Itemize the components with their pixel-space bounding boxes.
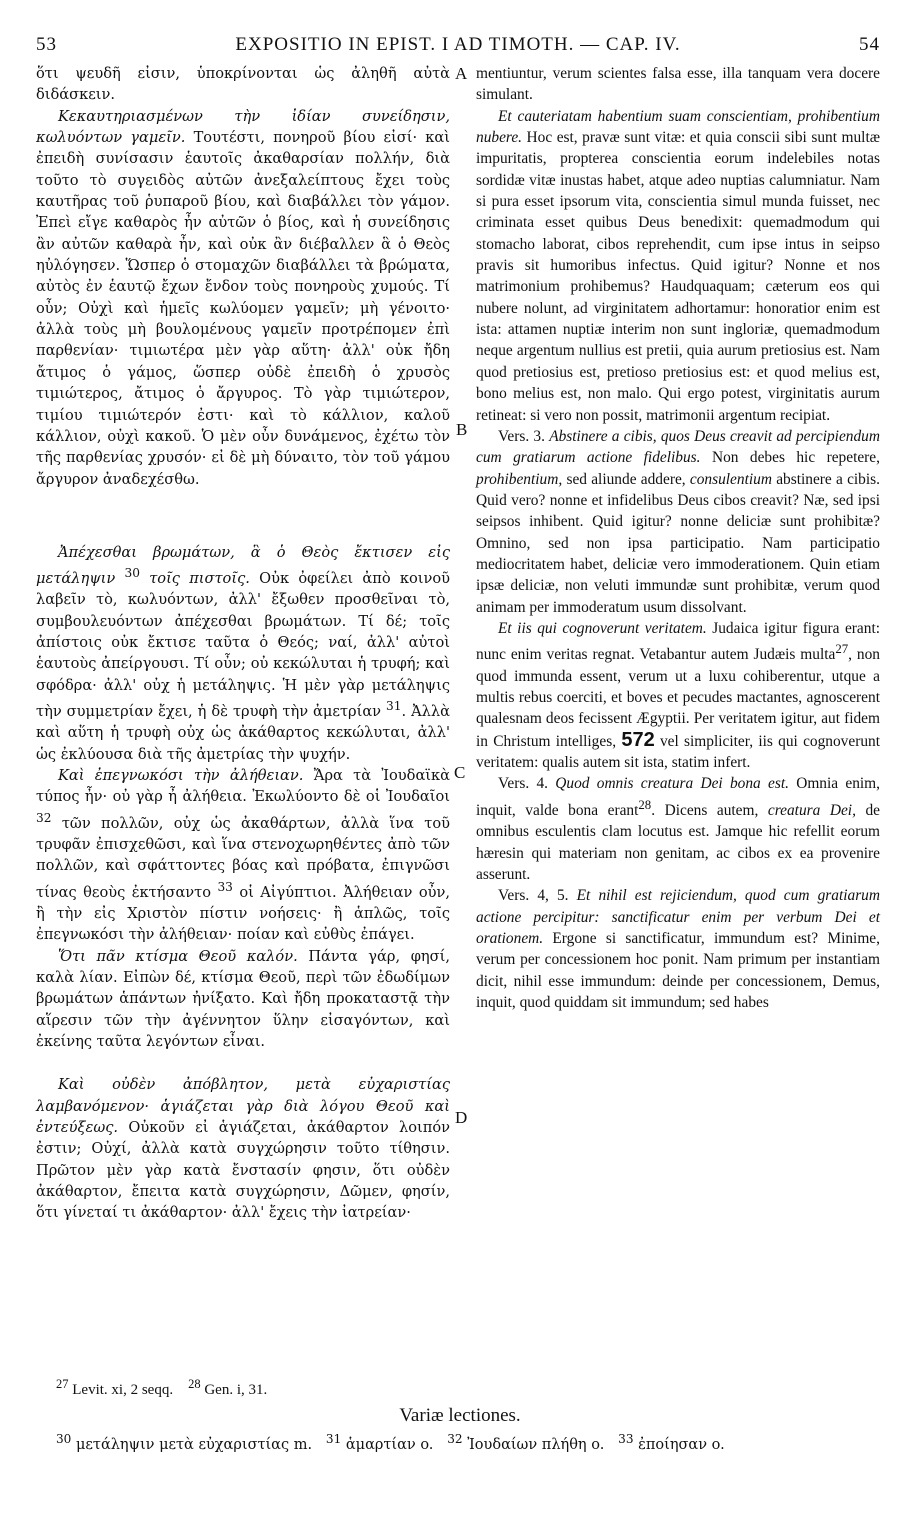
footnote-ref: 33 — [217, 879, 233, 894]
latin-text: Ergone si sanctificatur, immundum est? Minime, verum per concessionem hoc ponit. Nam primum per instantiam dicit, nihil esse immundum: deinde per concessionem, Demus, inquit, quod quiddam sit immundum; sed habes — [476, 930, 880, 1012]
greek-paragraph — [36, 106, 450, 490]
greek-text: ὅτι ψευδῆ εἰσιν, ὑποκρίνονται ὡς ἀληθῆ αὐτὰ διδάσκειν. — [36, 65, 450, 104]
greek-paragraph — [36, 946, 450, 1053]
latin-paragraph — [476, 63, 880, 106]
footnote-ref: 31 — [386, 699, 402, 714]
variant-mark: 33 — [618, 1432, 634, 1446]
greek-text: Ἄρα τὰ Ἰουδαϊκὰ τύπος ἦν· οὐ γὰρ ἦ ἀλήθεια. Ἐκωλύοντο δὲ οἱ Ἰουδαῖοι — [36, 767, 451, 806]
margin-letter-c: C — [454, 763, 466, 782]
latin-lemma: Et cauteriatam habentium suam conscientiam, prohibentium nubere. — [476, 107, 880, 147]
greek-text: . Ἀλλὰ καὶ αὕτη ἡ τρυφὴ οὐχ ὡς ἀκάθαρτος κεκώλυται, ἀλλ' ὡς ἐκλύουσα διὰ τῆς ἀμετρίας τὴν ψυχήν. — [36, 703, 450, 763]
latin-text: Judaica igitur figura erant: nunc enim veritas regnat. Vetabantur autem Judæis multa — [476, 619, 880, 664]
latin-paragraph — [476, 885, 880, 1013]
greek-lemma: Καὶ ἐπεγνωκόσι τὴν ἀλήθειαν. — [58, 767, 304, 785]
latin-lemma: Et nihil est rejiciendum, quod cum gratiarum actione percipitur: sanctificatur enim per verbum Dei et orationem. — [476, 887, 880, 947]
column-number: 572 — [621, 728, 655, 751]
footnote-ref: 30 — [124, 566, 140, 581]
latin-text: vel simpliciter, iis qui cognoverunt veritatem: qualis autem sit ista, statim infert. — [476, 732, 880, 772]
page-number-right: 54 — [859, 34, 880, 55]
latin-italic: prohibentium, — [476, 470, 563, 488]
spacer — [36, 1052, 450, 1074]
latin-paragraph — [476, 426, 880, 618]
greek-paragraph — [36, 542, 450, 765]
variant-text: ἁμαρτίαν o. — [345, 1436, 434, 1453]
running-title: EXPOSITIO IN EPIST. I AD TIMOTH. — CAP. IV. — [235, 34, 681, 55]
latin-text: de omnibus esculentis clam locutus est. Jamque hic refellit eorum hæresin qui materiam non genitam, ac cibos ex ea provenire asserunt. — [476, 801, 881, 883]
greek-paragraph — [36, 765, 450, 945]
variant-mark: 32 — [447, 1432, 463, 1446]
greek-text: Τουτέστι, πονηροῦ βίου εἰσί· καὶ ἐπειδὴ συνίσασιν ἑαυτοῖς ἀκαθαρσίαν πολλήν, διὰ τοῦτο τὸ συγειδὸς αὐτῶν ἀνεξαλείπτους ἔχει τοὺς καυτῆρας τοῦ ῥυπαροῦ βίου, καὶ διαβάλλει τὸν γάμον. Ἐπεὶ εἴγε καθαρὸς ἦν αὐτῶν ὁ βίος, καὶ ἡ συνείδησις ἂν αὐτῶν καθαρὰ ἦν, καὶ οὐκ ἂν διέβαλλεν ἃ ὁ Θεὸς ηὐλόγησεν. Ὥσπερ ὁ στομαχῶν διαβάλλει τὰ βρώματα, αὐτὸς ἐν ἑαυτῷ ἔχων ἔνδον τοὺς πονηροὺς χυμούς. Τί οὖν; Οὐχὶ καὶ ἡμεῖς κωλύομεν γαμεῖν; μὴ γένοιτο· ἀλλὰ τοὺς μὴ βουλομένους γαμεῖν προτρέπομεν ἐπὶ παρθενίαν· τιμιωτέρα μὲν γὰρ αὕτη· ἀλλ' οὐκ ἤδη ἄτιμος ὁ γάμος, ὥσπερ οὐδὲ ἐπειδὴ ὁ χρυσὸς τιμιώτερος, ἄτιμος ὁ ἄργυρος. Τὸ γὰρ τιμιώτερον, τιμίου τιμιώτερόν ἐστι· καὶ τὸ κάλλιον, καλοῦ κάλλιον, οὐχὶ κακοῦ. Ὁ μὲν οὖν δυνάμενος, ἐχέτω τὸν τῆς παρθενίας χρυσόν· εἰ δὲ μὴ δύναιτο, τὸν τοῦ γάμου ἄργυρον ἀναδεχέσθω. — [36, 129, 450, 488]
spacer — [36, 490, 450, 542]
margin-letter-a: A — [455, 64, 468, 83]
margin-letter-d: D — [455, 1108, 468, 1127]
latin-text: sed aliunde addere, — [566, 470, 686, 488]
footnote-mark: 28 — [188, 1377, 201, 1391]
variant-mark: 31 — [325, 1432, 342, 1446]
verse-label: Vers. 4. — [498, 775, 549, 793]
page-number: 53 — [36, 34, 57, 55]
variae-lectiones — [56, 1432, 880, 1453]
greek-paragraph — [36, 63, 450, 106]
latin-text: , non quod immunda essent, verum ut a luxu cohiberentur, utque a multis rebus coerciti, et boves et pecudes mactantes, agnoscerent qualesnam deos fecissent Ægyptii. Per veritatem igitur, aut fidem in Christum intelliges, — [476, 646, 880, 750]
latin-text: . Dicens autem, — [651, 801, 759, 819]
running-header — [36, 34, 880, 64]
latin-paragraph — [476, 773, 880, 885]
variae-title: Variæ lectiones. — [399, 1405, 521, 1426]
latin-text: abstinere a cibis. Quid vero? nonne et infidelibus Deus cibos creavit? Næ, sed ipsi seipsos inhibent. Quid igitur? nonne deliciæ sunt prohibitæ? Omnino, sed non ipsa participatio. Nam participatio mediocritatem habet, deliciæ vero immoderationem. Quin etiam ipsæ deliciæ, non veluti immundæ sunt prohibitæ, verum quod animam per immoderatum usum dissolvant. — [476, 470, 880, 616]
latin-text: Hoc est, pravæ sunt vitæ: et quia conscii sibi sunt multæ impuritatis, propterea conscientia eorum indelebiles notas sordidæ vitæ inustas habet, atque adeo nuptias calumniatur. Nam si pura esset ipsorum vita, conscientia simul munda fuisset, nec criminata esset quibus Deus benedixit: quemadmodum qui stomacho laborat, cibos reprehendit, cum ipse intus in seipso pravis sit humoribus infectus. Quid igitur? Nonne et nos matrimonium prohibemus? Haudquaquam; cæterum eos qui nubere nolunt, ad virginitatem adhortamur: honoratior enim est ista: attamen nuptiæ interim non sunt ingloriæ, quemadmodum neque argentum nullius est pretii, quia aurum pretiosius est. Nam quod pretiosius est, pretioso pretiosius est: et quod melius est, bono melius est, non malo. Qui ergo potest, virginitatis aurum retineat: si vero non possit, matrimonii argentum recipiat. — [476, 129, 880, 424]
greek-lemma: Ἀπέχεσθαι βρωμάτων, ἃ ὁ Θεὸς ἔκτισεν εἰς μετάληψιν — [36, 543, 450, 588]
greek-lemma: Ὅτι πᾶν κτίσμα Θεοῦ καλόν. — [58, 947, 298, 965]
variant-text: μετάληψιν μετὰ εὐχαριστίας m. — [75, 1436, 313, 1453]
verse-label: Vers. 4, 5. — [498, 887, 569, 905]
variant-text: ἐποίησαν o. — [638, 1436, 725, 1453]
latin-text: Omnia enim, inquit, valde bona erant — [476, 775, 880, 819]
greek-column — [36, 63, 450, 1224]
greek-lemma: Καὶ οὐδὲν ἀπόβλητον, μετὰ εὐχαριστίας λαμβανόμενον· ἁγιάζεται γὰρ διὰ λόγου Θεοῦ καὶ ἐντεύξεως. — [36, 1076, 450, 1136]
latin-text: Non debes hic repetere, — [711, 449, 880, 467]
latin-lemma: Abstinere a cibis, quos Deus creavit ad percipiendum cum gratiarum actione fidelibus. — [476, 427, 880, 467]
latin-italic: creatura Dei, — [767, 801, 856, 819]
footnote-text: Levit. xi, 2 seqq. — [72, 1382, 174, 1398]
greek-text: Οὐκ ὀφείλει ἀπὸ κοινοῦ λαβεῖν τὸ, κωλυόντων, ἀλλ' ἔξωθεν προσθεῖναι τὸ, συμβουλευόντων ἀπέχεσθαι βρωμάτων. Τί δέ; τοῖς ἀπίστοις οὐκ ἔκτισε ταῦτα ὁ Θεός; ναί, ἀλλ' αὐτοὶ ἑαυτοὺς ἀπείργουσι. Τί οὖν; οὐ κεκώλυται ἡ τρυφή; καὶ σφόδρα· ἀλλ' οὐχ ἡ μετάληψις. Ἡ μὲν γὰρ μετάληψις τὴν συμμετρίαν ἔχει, ἡ δὲ τρυφὴ τὴν ἀμετρίαν — [36, 570, 450, 720]
footnote-text: Gen. i, 31. — [204, 1382, 268, 1398]
variant-text: Ἰουδαίων πλήθη o. — [467, 1436, 605, 1453]
footnote-ref: 28 — [638, 797, 652, 812]
latin-italic: consulentium — [689, 470, 772, 488]
latin-lemma: Quod omnis creatura Dei bona est. — [555, 775, 789, 793]
greek-text: Πάντα γάρ, φησί, καλὰ λίαν. Εἰπὼν δέ, κτίσμα Θεοῦ, περὶ τῶν ἐδωδίμων βρωμάτων ἁπάντων ἠνίξατο. Καὶ ἤδη προκαταστᾷ τὴν αἵρεσιν τῶν τὴν ἀγέννητον ὕλην εἰσαγόντων, καὶ ἐκείνης ταῦτα λεγόντων εἶναι. — [36, 947, 450, 1050]
latin-lemma: Et iis qui cognoverunt veritatem. — [498, 619, 707, 637]
latin-column — [476, 63, 880, 1013]
greek-lemma: τοῖς πιστοῖς. — [149, 570, 250, 588]
greek-paragraph — [36, 1074, 450, 1223]
footnote-mark: 27 — [56, 1377, 69, 1391]
verse-label: Vers. 3. — [498, 427, 545, 445]
footnotes — [56, 1377, 456, 1399]
greek-text: τῶν πολλῶν, οὐχ ὡς ἀκαθάρτων, ἀλλὰ ἵνα τοῦ τρυφᾶν ἐπισχεθῶσι, καὶ ἵνα στενοχωρηθέντες ἀπὸ τῶν πολλῶν, καὶ σφάττοντες βόας καὶ πρόβατα, ἐπιγνῶσι τίνας θεοὺς ἐκτήσαντο — [36, 814, 451, 901]
latin-paragraph — [476, 106, 880, 426]
greek-text: Οὐκοῦν εἰ ἁγιάζεται, ἀκάθαρτον λοιπόν ἐστιν; Οὐχί, ἀλλὰ κατὰ συγχώρησιν τοῦτο τίθησιν. Πρῶτον μὲν γὰρ κατὰ ἔνστασίν φησιν, ὅτι οὐδὲν ἀκάθαρτον, ἔπειτα κατὰ συγχώρησιν, Δῶμεν, φησίν, ὅτι γίνεταί τι ἀκάθαρτον· ἀλλ' ἔχεις τὴν ἰατρείαν· — [36, 1118, 451, 1222]
greek-text: οἱ Αἰγύπτιοι. Ἀλήθειαν οὖν, ἢ τὴν εἰς Χριστὸν πίστιν νοήσεις· ἢ ἁπλῶς, τοῖς ἐπεγνωκόσι τὴν ἀλήθειαν· ποίαν καὶ εὐθὺς ἐπάγει. — [36, 883, 450, 944]
latin-text: mentiuntur, verum scientes falsa esse, illa tanquam vera docere simulant. — [476, 65, 880, 104]
latin-paragraph — [476, 618, 880, 774]
greek-lemma: Κεκαυτηριασμένων τὴν ἰδίαν συνείδησιν, κωλυόντων γαμεῖν. — [36, 107, 450, 147]
footnote-ref: 27 — [835, 642, 849, 657]
variant-mark: 30 — [56, 1432, 72, 1446]
margin-letter-b: B — [456, 420, 468, 439]
footnote-ref: 32 — [36, 810, 52, 825]
